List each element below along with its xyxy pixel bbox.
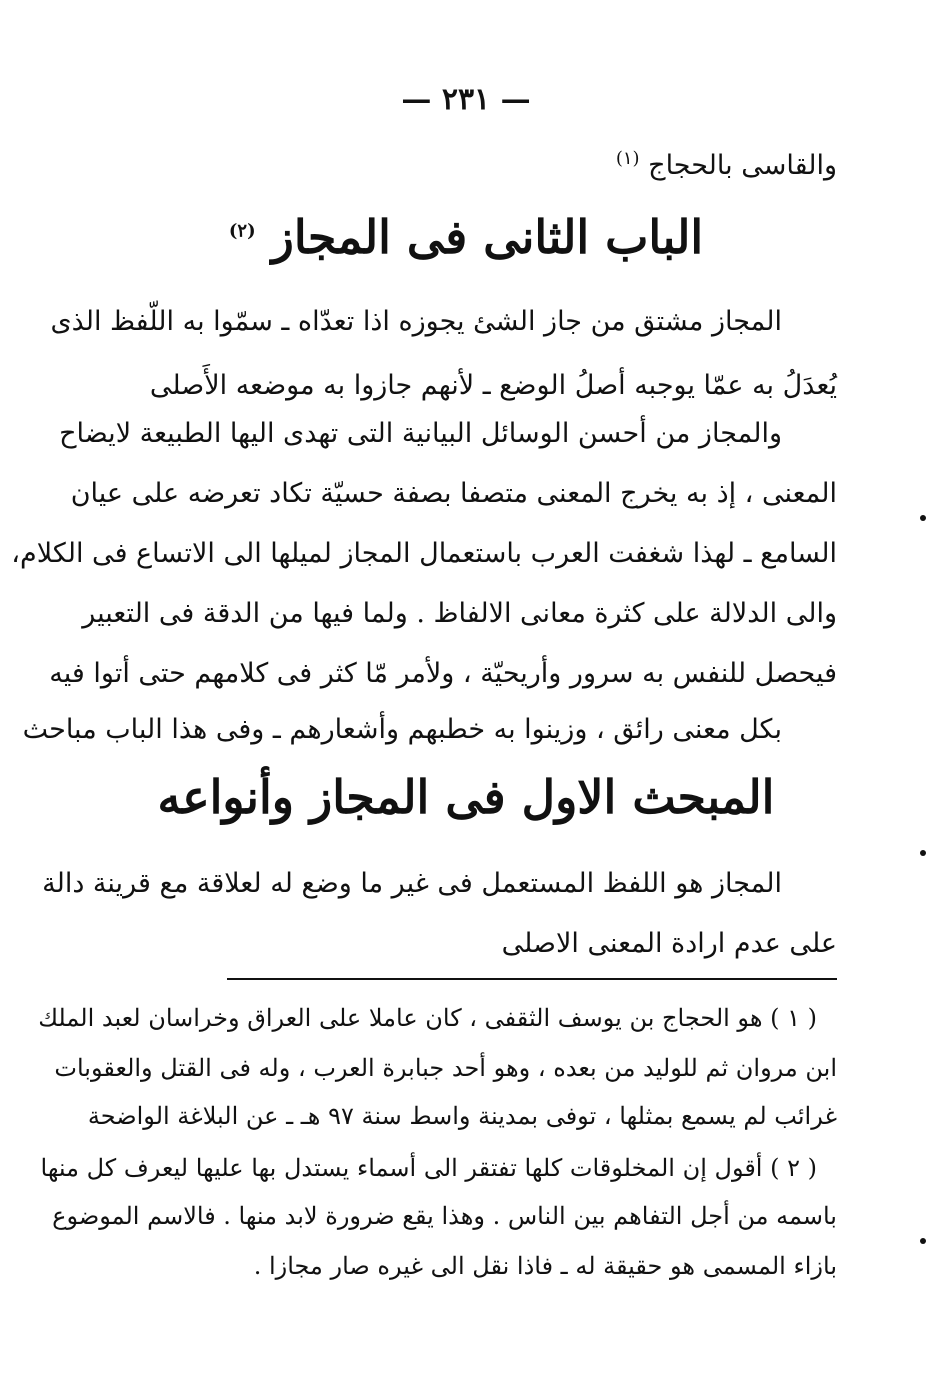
paragraph-2-line-3: السامع ـ لهذا شغفت العرب باستعمال المجاز لميلها الى الاتساع فى الكلام، [11, 538, 837, 569]
section-title: المبحث الاول فى المجاز وأنواعه [157, 770, 775, 824]
footnote-1-line-2: ابن مروان ثم للوليد من بعده ، وهو أحد جبابرة العرب ، وله فى القتل والعقوبات [54, 1054, 837, 1082]
paragraph-2-line-2: المعنى ، إذ به يخرج المعنى متصفا بصفة حسيّة تكاد تعرضه على عيان [70, 478, 837, 509]
footnote-1-line-3: غرائب لم يسمع بمثلها ، توفى بمدينة واسط سنة ٩٧ هـ ـ عن البلاغة الواضحة [87, 1102, 837, 1130]
footnote-2-line-1: ( ٢ ) أقول إن المخلوقات كلها تفتقر الى أسماء يستدل بها عليها ليعرف كل منها [40, 1154, 817, 1182]
carry-over-text: والقاسى بالحجاج [648, 150, 837, 181]
paragraph-1-line-1: المجاز مشتق من جاز الشئ يجوزه اذا تعدّاه ـ سمّوا به اللّفظ الذى [50, 306, 782, 337]
paragraph-3-line-2: على عدم ارادة المعنى الاصلى [501, 928, 837, 959]
paragraph-1-line-2: يُعدَلُ به عمّا يوجبه أصلُ الوضع ـ لأنهم جازوا به موضعه الأَصلى [149, 370, 837, 401]
footnote-ref-1: (١) [615, 148, 640, 169]
carry-over-line [157, 146, 837, 186]
margin-mark [920, 850, 926, 856]
footnote-separator [227, 978, 837, 980]
chapter-title-text: الباب الثانى فى المجاز [271, 210, 704, 264]
footnote-ref-2: (٢) [228, 220, 256, 242]
footnote-1-line-1: ( ١ ) هو الحجاج بن يوسف الثقفى ، كان عاملا على العراق وخراسان لعبد الملك [38, 1004, 817, 1032]
paragraph-2-line-6: بكل معنى رائق ، وزينوا به خطبهم وأشعارهم ـ وفى هذا الباب مباحث [22, 714, 782, 745]
page-number: — ٢٣١ — [401, 82, 531, 117]
chapter-title [0, 210, 932, 264]
footnote-2-line-3: بازاء المسمى هو حقيقة له ـ فاذا نقل الى غيره صار مجازا . [253, 1252, 837, 1280]
margin-mark [920, 1238, 926, 1244]
footnote-2-line-2: باسمه من أجل التفاهم بين الناس . وهذا يقع ضرورة لابد منها . فالاسم الموضوع [52, 1202, 837, 1230]
paragraph-2-line-4: والى الدلالة على كثرة معانى الالفاظ . ولما فيها من الدقة فى التعبير [82, 598, 837, 629]
paragraph-2-line-1: والمجاز من أحسن الوسائل البيانية التى تهدى اليها الطبيعة لايضاح [59, 418, 782, 449]
margin-mark [920, 515, 926, 521]
paragraph-3-line-1: المجاز هو اللفظ المستعمل فى غير ما وضع له لعلاقة مع قرينة دالة [42, 868, 782, 899]
paragraph-2-line-5: فيحصل للنفس به سرور وأريحيّة ، ولأمر مّا كثر فى كلامهم حتى أتوا فيه [49, 658, 837, 689]
